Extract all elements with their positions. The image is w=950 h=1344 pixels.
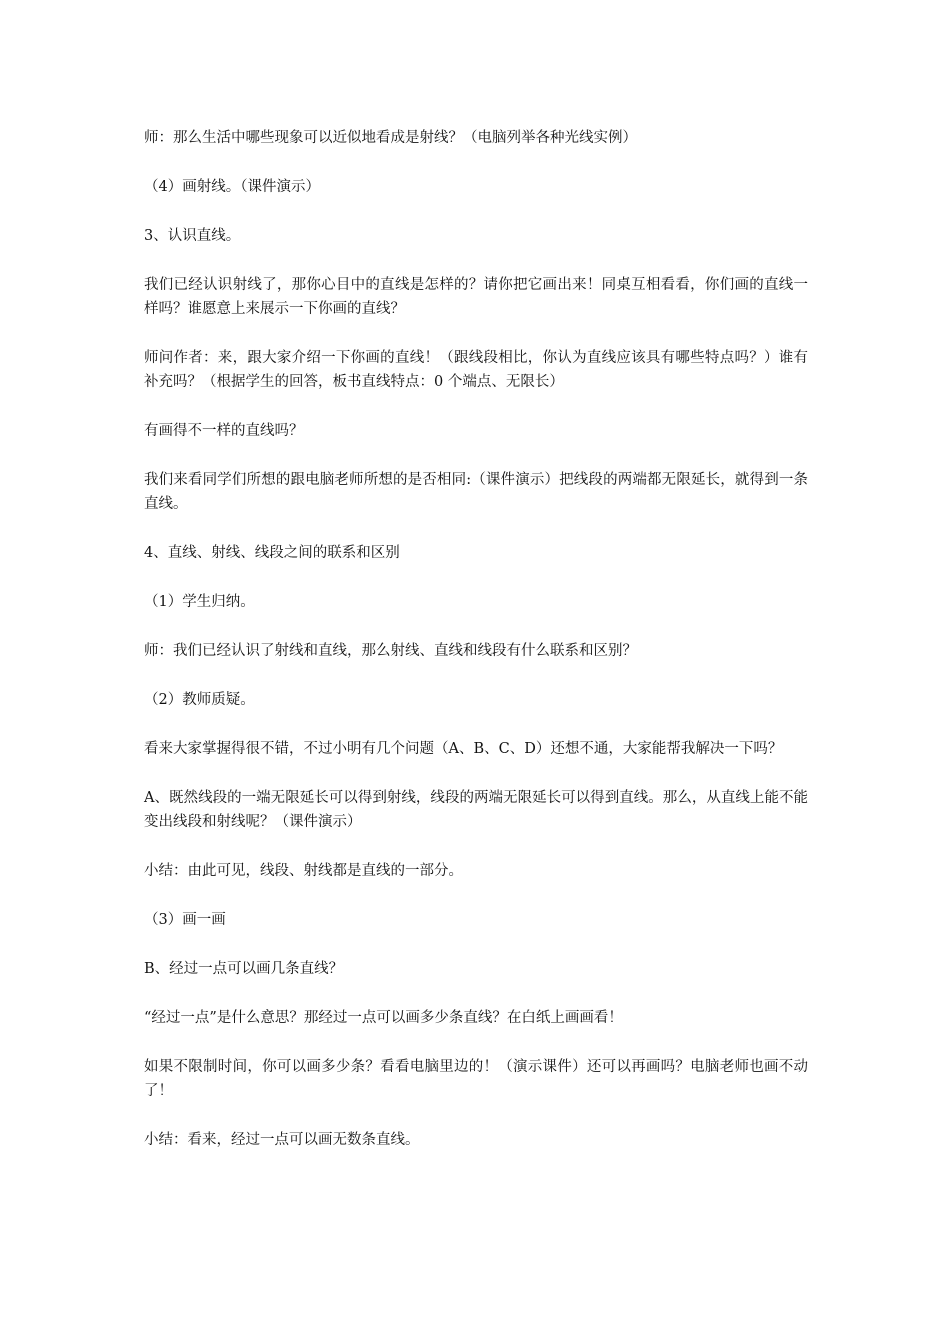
paragraph-17: “经过一点”是什么意思？那经过一点可以画多少条直线？在白纸上画画看！	[144, 1010, 623, 1026]
paragraph-13: A、既然线段的一端无限延长可以得到射线，线段的两端无限延长可以得到直线。那么，从直线上能不能变出线段和射线呢？（课件演示）	[144, 790, 808, 830]
paragraph-12: 看来大家掌握得很不错，不过小明有几个问题（A、B、C、D）还想不通，大家能帮我解决一下吗？	[144, 741, 783, 757]
paragraph-8: 4、直线、射线、线段之间的联系和区别	[144, 545, 400, 561]
paragraph-14: 小结：由此可见，线段、射线都是直线的一部分。	[144, 863, 463, 879]
paragraph-16: B、经过一点可以画几条直线？	[144, 961, 344, 977]
paragraph-2: （4）画射线。（课件演示）	[144, 179, 320, 195]
document-body	[144, 126, 808, 1177]
paragraph-6: 有画得不一样的直线吗？	[144, 423, 304, 439]
paragraph-7: 我们来看同学们所想的跟电脑老师所想的是否相同:（课件演示）把线段的两端都无限延长，就得到一条直线。	[144, 472, 808, 512]
paragraph-9: （1）学生归纳。	[144, 594, 255, 610]
paragraph-1: 师：那么生活中哪些现象可以近似地看成是射线？（电脑列举各种光线实例）	[144, 130, 637, 146]
paragraph-15: （3）画一画	[144, 912, 226, 928]
paragraph-3: 3、认识直线。	[144, 228, 241, 244]
paragraph-5: 师问作者：来，跟大家介绍一下你画的直线！（跟线段相比，你认为直线应该具有哪些特点吗？）谁有补充吗？（根据学生的回答，板书直线特点：0 个端点、无限长）	[144, 350, 808, 390]
paragraph-19: 小结：看来，经过一点可以画无数条直线。	[144, 1132, 420, 1148]
paragraph-4: 我们已经认识射线了，那你心目中的直线是怎样的？请你把它画出来！同桌互相看看，你们画的直线一样吗？谁愿意上来展示一下你画的直线？	[144, 277, 808, 317]
paragraph-18: 如果不限制时间，你可以画多少条？看看电脑里边的！（演示课件）还可以再画吗？电脑老师也画不动了！	[144, 1059, 808, 1099]
paragraph-10: 师：我们已经认识了射线和直线，那么射线、直线和线段有什么联系和区别？	[144, 643, 637, 659]
paragraph-11: （2）教师质疑。	[144, 692, 255, 708]
